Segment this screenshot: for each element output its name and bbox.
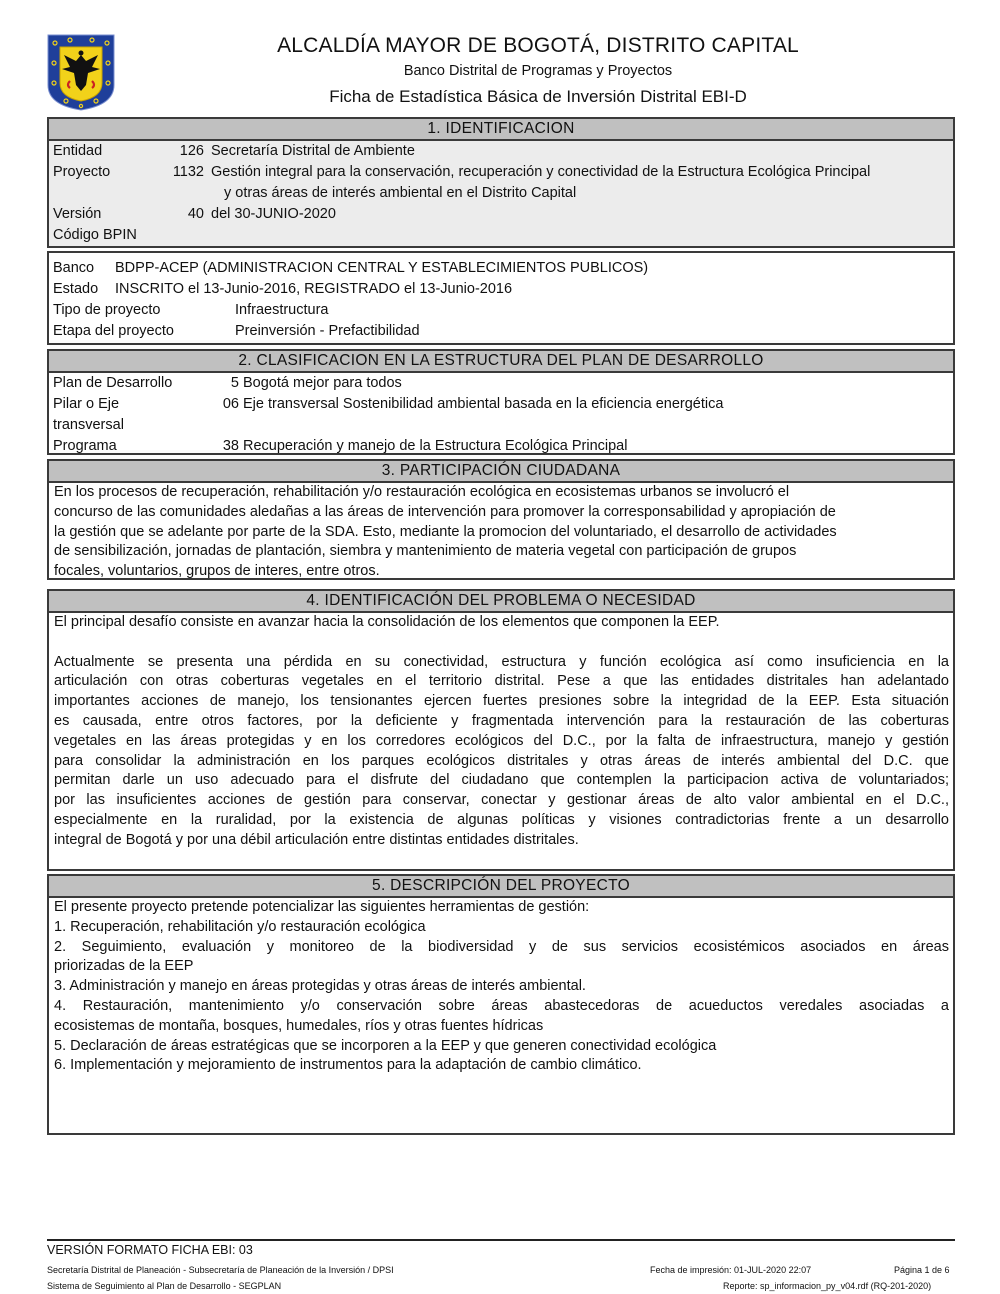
- page-number: Página 1 de 6: [894, 1265, 950, 1275]
- section-descripcion: [47, 874, 955, 1135]
- footer-divider: [47, 1239, 955, 1241]
- section-banco-estado: [47, 251, 955, 345]
- banco-row: [49, 258, 953, 279]
- section-title: 5. DESCRIPCIÓN DEL PROYECTO: [49, 876, 953, 898]
- text-line: 5. Declaración de áreas estratégicas que se incorporen a la EEP y que generen conectividad ecológica: [54, 1037, 717, 1054]
- etapa-label: Etapa del proyecto: [53, 323, 174, 339]
- text-line: articulación con otras coberturas vegetales en el territorio distrital. Pese a que las entidades distritales han adelantado: [54, 673, 949, 690]
- text-line: importantes acciones de manejo, los tensionantes ejercen fuertes presiones sobre la integridad de la EEP. Esta situación: [54, 693, 949, 710]
- plan-code: 5: [230, 375, 239, 391]
- tipo-label: Tipo de proyecto: [53, 302, 161, 318]
- format-version: VERSIÓN FORMATO FICHA EBI: 03: [47, 1243, 253, 1257]
- bpin-label: Código BPIN: [53, 227, 137, 243]
- pilar-value: Eje transversal Sostenibilidad ambiental basada en la eficiencia energética: [243, 396, 724, 412]
- text-line: integral de Bogotá y por una débil articulación entre distintas entidades distritales.: [54, 831, 579, 848]
- proyecto-value-cont: y otras áreas de interés ambiental en el Distrito Capital: [224, 185, 577, 201]
- version-code: 40: [187, 206, 204, 222]
- text-line: para consolidar la administración en los parques ecológicos distritales y otras áreas de interés ambiental del D.C. que: [54, 752, 949, 769]
- report-name: Reporte: sp_informacion_py_v04.rdf (RQ-201-2020): [723, 1281, 932, 1291]
- bpin-row: [49, 225, 953, 246]
- section-title: 4. IDENTIFICACIÓN DEL PROBLEMA O NECESIDAD: [49, 591, 953, 613]
- estado-label: Estado: [53, 281, 99, 297]
- text-line: 2. Seguimiento, evaluación y monitoreo de la biodiversidad y de sus servicios ecosistémicos asociados en áreas: [54, 938, 949, 955]
- text-line: 6. Implementación y mejoramiento de instrumentos para la adaptación de cambio climático.: [54, 1057, 642, 1074]
- text-line: vegetales en las áreas protegidas y en los corredores ecológicos del D.C., por la falta de infraestructura, manejo y gestión: [54, 732, 949, 749]
- pilar-row-cont: [49, 415, 953, 436]
- text-line: concurso de las comunidades aledañas a las áreas de intervención para promover la corresponsabilidad y apropiación de: [54, 503, 836, 520]
- section-participacion: [47, 459, 955, 580]
- section-title: 2. CLASIFICACION EN LA ESTRUCTURA DEL PLAN DE DESARROLLO: [49, 351, 953, 373]
- text-line: especialmente en la ruralidad, por la existencia de algunas políticas y visiones contradictorias frente a un desarrollo: [54, 811, 949, 828]
- pilar-code: 06: [222, 396, 239, 412]
- estado-value: INSCRITO el 13-Junio-2016, REGISTRADO el 13-Junio-2016: [115, 281, 513, 297]
- text-line: priorizadas de la EEP: [54, 958, 194, 975]
- tipo-value: Infraestructura: [235, 302, 329, 318]
- proyecto-value: Gestión integral para la conservación, recuperación y conectividad de la Estructura Ecológica Principal: [211, 164, 871, 180]
- entidad-row: [49, 141, 953, 162]
- estado-row: [49, 279, 953, 300]
- text-line: 3. Administración y manejo en áreas protegidas y otras áreas de interés ambiental.: [54, 978, 586, 995]
- page-title: ALCALDÍA MAYOR DE BOGOTÁ, DISTRITO CAPITAL: [277, 34, 799, 57]
- entidad-code: 126: [179, 143, 204, 159]
- text-line: la gestión que se adelante por parte de la SDA. Esto, mediante la promocion del voluntariado, el desarrollo de actividades: [54, 523, 837, 540]
- participacion-text: [49, 483, 953, 580]
- plan-value: Bogotá mejor para todos: [243, 375, 402, 391]
- section-clasificacion: [47, 349, 955, 455]
- banco-label: Banco: [53, 260, 95, 276]
- text-line: ecosistemas de montaña, bosques, humedales, ríos y otras fuentes hídricas: [54, 1017, 544, 1034]
- version-value: del 30-JUNIO-2020: [211, 206, 336, 222]
- pilar-label: Pilar o Eje: [53, 396, 120, 412]
- section-problema: [47, 589, 955, 871]
- banco-value: BDPP-ACEP (ADMINISTRACION CENTRAL Y ESTABLECIMIENTOS PUBLICOS): [115, 260, 649, 276]
- plan-row: [49, 373, 953, 394]
- programa-value: Recuperación y manejo de la Estructura Ecológica Principal: [243, 438, 628, 454]
- text-line: permitan darle un uso adecuado para el disfrute del ciudadano que contemplen la participacion activa de voluntariados;: [54, 772, 949, 789]
- text-line: 4. Restauración, mantenimiento y/o conservación sobre áreas abastecedoras de acueductos veredales asociadas a: [54, 997, 949, 1014]
- version-row: [49, 204, 953, 225]
- programa-label: Programa: [53, 438, 117, 454]
- section-identificacion: [47, 117, 955, 248]
- footer-org: Secretaría Distrital de Planeación - Subsecretaría de Planeación de la Inversión / DPSI: [47, 1265, 394, 1275]
- problema-text: [49, 613, 953, 851]
- text-line: focales, voluntarios, grupos de interes, entre otros.: [54, 563, 380, 580]
- section-title: 1. IDENTIFICACION: [49, 119, 953, 141]
- entidad-value: Secretaría Distrital de Ambiente: [211, 143, 415, 159]
- text-line: En los procesos de recuperación, rehabilitación y/o restauración ecológica en ecosistemas urbanos se involucró el: [54, 484, 790, 500]
- descripcion-text: [49, 898, 953, 1076]
- pilar-row: [49, 394, 953, 415]
- proyecto-label: Proyecto: [53, 164, 111, 180]
- blank-line: [54, 633, 949, 653]
- text-line: El principal desafío consiste en avanzar hacia la consolidación de los elementos que componen la EEP.: [54, 614, 720, 630]
- programa-code: 38: [222, 438, 239, 454]
- entidad-label: Entidad: [53, 143, 103, 159]
- text-line: 1. Recuperación, rehabilitación y/o restauración ecológica: [54, 918, 426, 935]
- version-label: Versión: [53, 206, 102, 222]
- programa-row: [49, 436, 953, 455]
- tipo-row: [49, 300, 953, 321]
- text-line: El presente proyecto pretende potencializar las siguientes herramientas de gestión:: [54, 899, 590, 915]
- proyecto-row: [49, 162, 953, 183]
- etapa-row: [49, 321, 953, 342]
- etapa-value: Preinversión - Prefactibilidad: [235, 323, 420, 339]
- proyecto-row-cont: [49, 183, 953, 204]
- proyecto-code: 1132: [172, 164, 204, 180]
- plan-label: Plan de Desarrollo: [53, 375, 173, 391]
- text-line: por las insuficientes acciones de gestión para conservar, conectar y gestionar áreas de alto valor ambiental en el D.C.,: [54, 792, 949, 809]
- text-line: es causada, entre otros factores, por la deficiente y fragmentada intervención para la restauración de las coberturas: [54, 712, 949, 729]
- section-title: 3. PARTICIPACIÓN CIUDADANA: [49, 461, 953, 483]
- text-line: Actualmente se presenta una pérdida en su conectividad, estructura y función ecológica así como insuficiencia en la: [54, 653, 949, 670]
- page-subtitle: Banco Distrital de Programas y Proyectos: [403, 63, 673, 79]
- print-date: Fecha de impresión: 01-JUL-2020 22:07: [650, 1265, 812, 1275]
- pilar-label-cont: transversal: [53, 417, 124, 433]
- form-title: Ficha de Estadística Básica de Inversión Distrital EBI-D: [329, 87, 747, 106]
- footer-system: Sistema de Seguimiento al Plan de Desarrollo - SEGPLAN: [47, 1281, 282, 1291]
- text-line: de sensibilización, jornadas de plantación, siembra y mantenimiento de materia vegetal con participación de grupos: [54, 543, 797, 560]
